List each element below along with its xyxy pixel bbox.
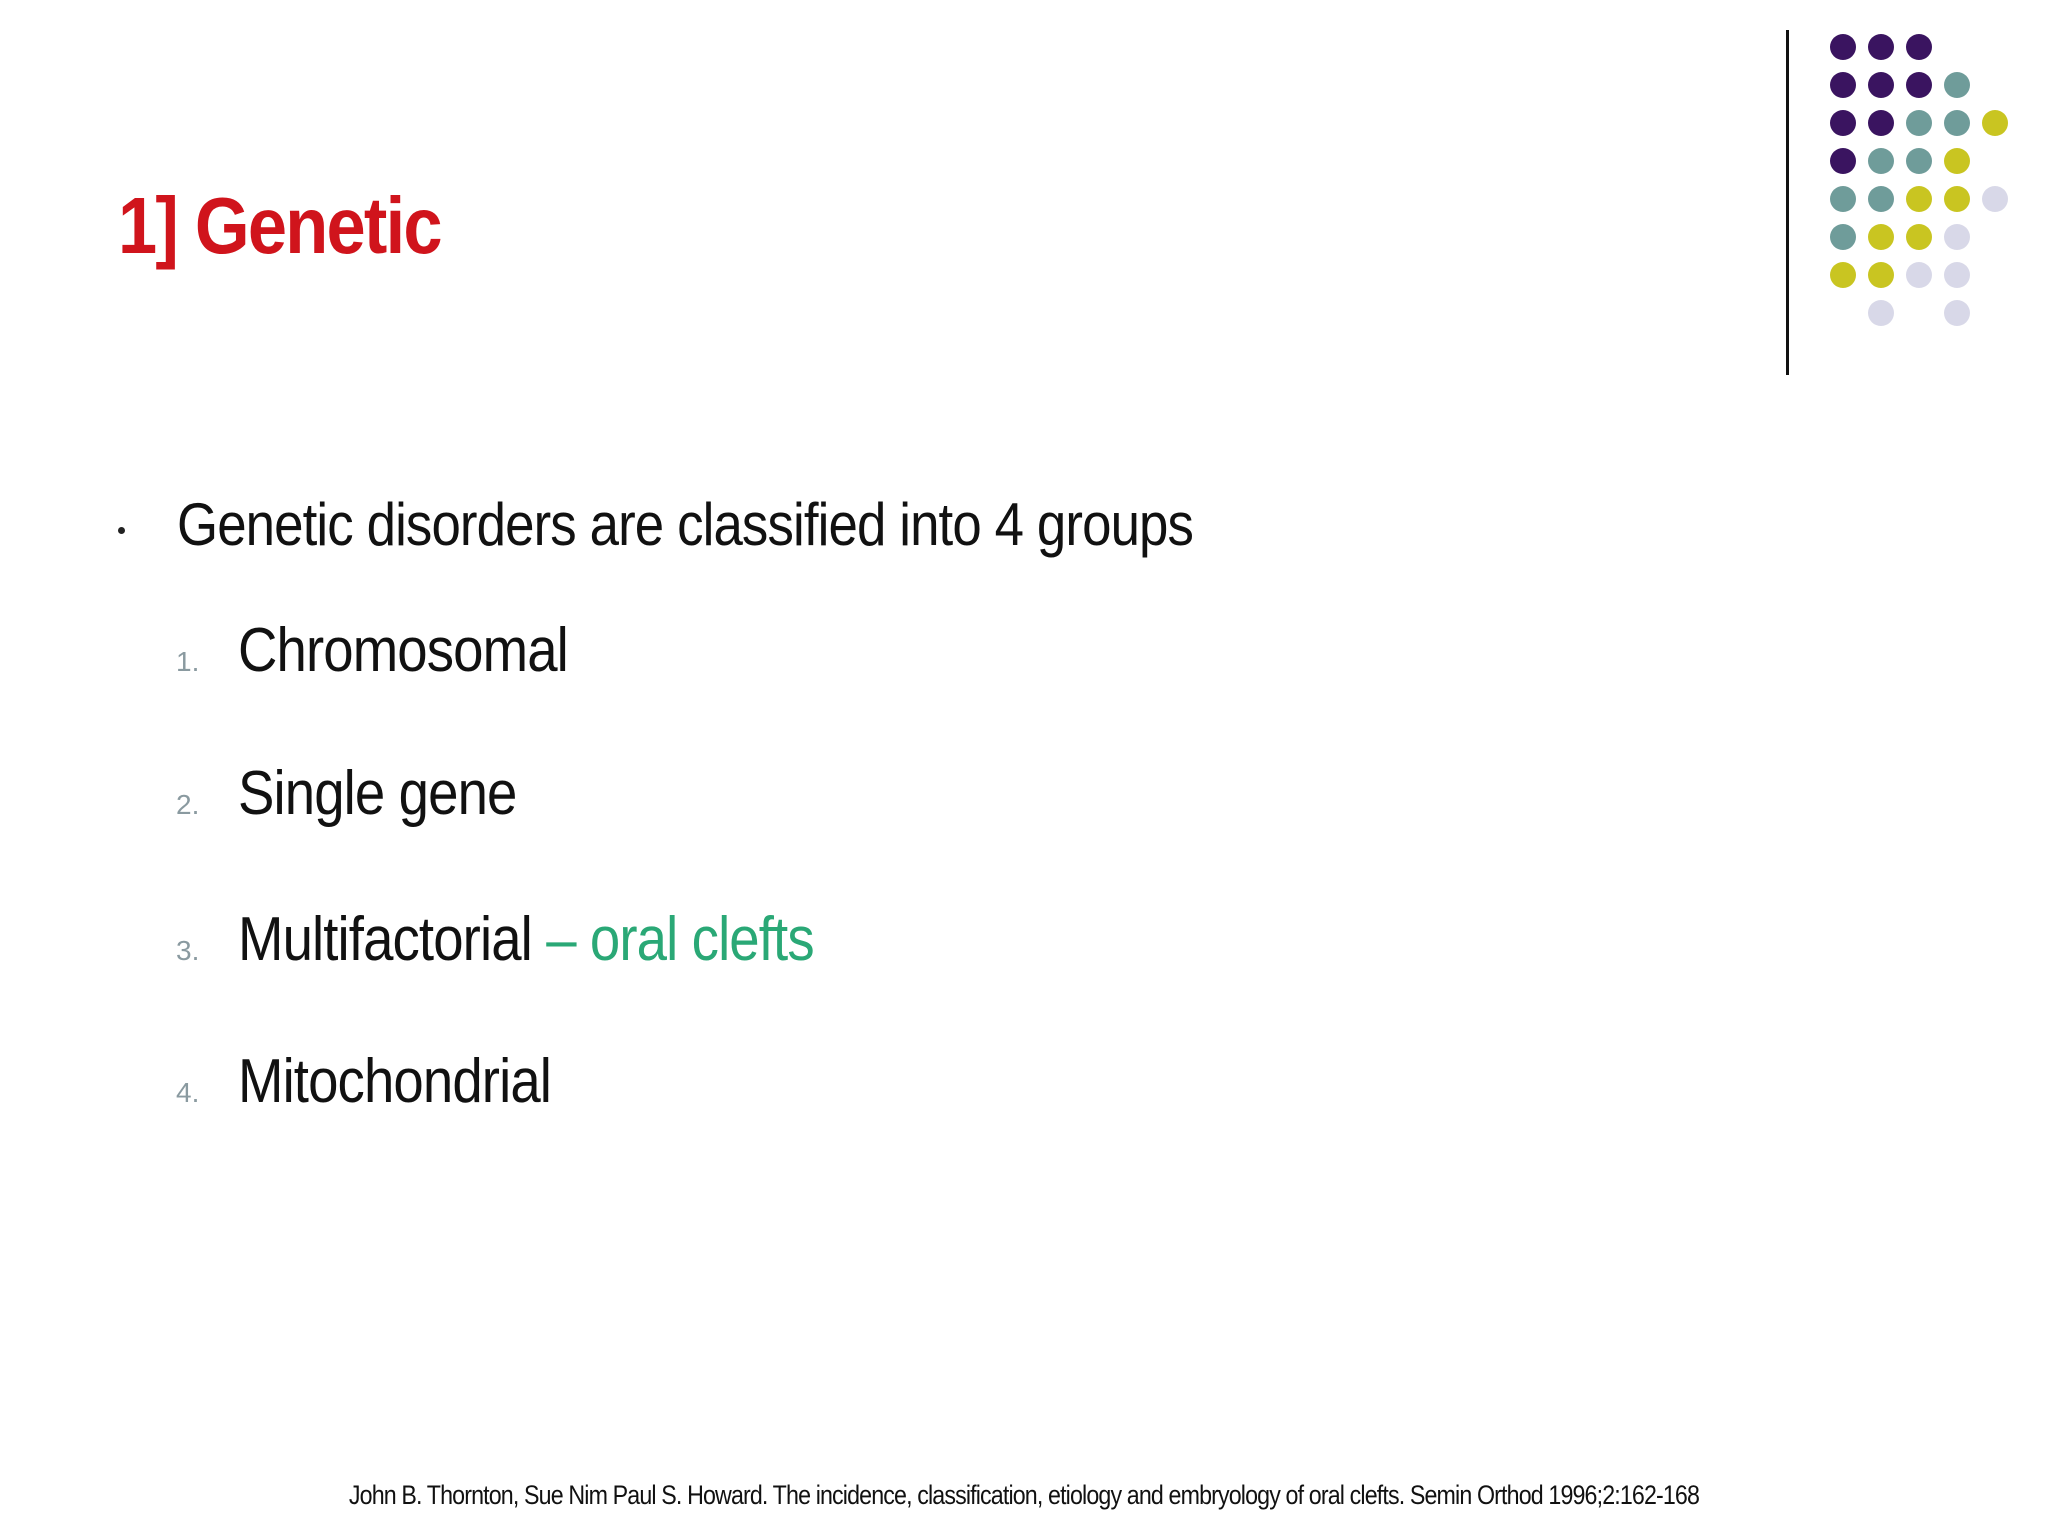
list-item-number: 4. xyxy=(176,1077,200,1108)
decorative-dot xyxy=(1868,34,1894,60)
decorative-dot xyxy=(1830,72,1856,98)
list-item-number: 3. xyxy=(176,935,200,966)
decorative-dot xyxy=(1906,34,1932,60)
decorative-dot xyxy=(1868,224,1894,250)
decorative-dot xyxy=(1868,186,1894,212)
decorative-dot xyxy=(1944,300,1970,326)
list-item xyxy=(176,615,613,686)
decorative-dot xyxy=(1868,300,1894,326)
decorative-dot xyxy=(1868,262,1894,288)
slide-title: 1] Genetic xyxy=(118,181,441,270)
decorative-dot-grid xyxy=(1830,34,2030,334)
main-bullet-text: Genetic disorders are classified into 4 groups xyxy=(177,491,1194,558)
list-item-label: Mitochondrial xyxy=(238,1047,552,1116)
list-item-number: 1. xyxy=(176,646,200,677)
decorative-dot xyxy=(1944,224,1970,250)
list-item-label: Chromosomal xyxy=(238,616,568,685)
decorative-dot xyxy=(1906,262,1932,288)
decorative-dot xyxy=(1868,148,1894,174)
list-item-number: 2. xyxy=(176,789,200,820)
list-item xyxy=(176,904,892,975)
list-item-label: Multifactorial xyxy=(238,905,547,974)
decorative-dot xyxy=(1830,262,1856,288)
decorative-dot xyxy=(1906,110,1932,136)
list-item-accent-text: – oral clefts xyxy=(546,905,814,974)
decorative-dot xyxy=(1906,72,1932,98)
citation xyxy=(0,1480,2048,1511)
decorative-dot xyxy=(1944,186,1970,212)
decorative-dot xyxy=(1830,186,1856,212)
list-item-label: Single gene xyxy=(238,759,517,828)
decorative-dot xyxy=(1906,224,1932,250)
decorative-dot xyxy=(1906,186,1932,212)
decorative-dot xyxy=(1982,186,2008,212)
decorative-dot xyxy=(1868,110,1894,136)
decorative-dot xyxy=(1830,224,1856,250)
decorative-dot xyxy=(1982,110,2008,136)
decorative-dot xyxy=(1906,148,1932,174)
title-divider-line xyxy=(1786,30,1789,375)
list-item-text xyxy=(238,615,568,686)
decorative-dot xyxy=(1868,72,1894,98)
citation-text: John B. Thornton, Sue Nim Paul S. Howard. The incidence, classification, etiology and embryology of oral clefts. Semin Orthod 1996;2:162-168 xyxy=(348,1480,1700,1510)
decorative-dot xyxy=(1944,110,1970,136)
decorative-dot xyxy=(1944,262,1970,288)
list-item xyxy=(176,758,555,829)
main-bullet xyxy=(118,490,1332,559)
decorative-dot xyxy=(1830,110,1856,136)
list-item-text xyxy=(238,758,517,829)
decorative-dot xyxy=(1830,34,1856,60)
bullet-icon xyxy=(118,527,125,534)
decorative-dot xyxy=(1944,72,1970,98)
list-item-text xyxy=(238,904,814,975)
list-item-text xyxy=(238,1046,551,1117)
decorative-dot xyxy=(1944,148,1970,174)
list-item xyxy=(176,1046,594,1117)
decorative-dot xyxy=(1830,148,1856,174)
